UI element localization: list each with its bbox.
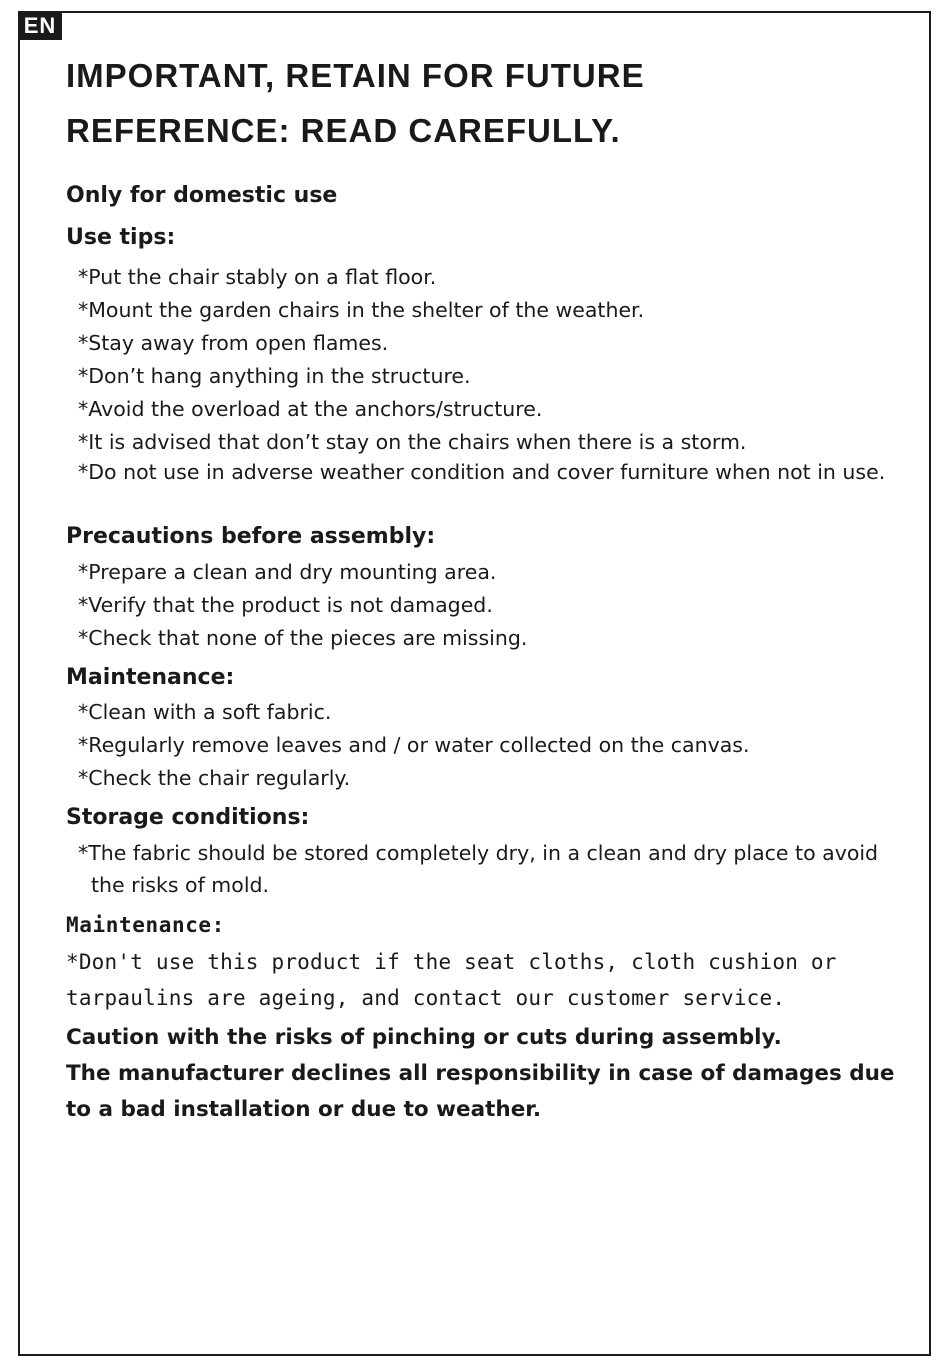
page-title: [66, 48, 645, 158]
list-item: *Avoid the overload at the anchors/structure.: [78, 397, 543, 421]
list-item: *Clean with a soft fabric.: [78, 700, 332, 724]
language-badge: EN: [18, 11, 62, 40]
list-item: *Do not use in adverse weather condition and cover furniture when not in use.: [78, 460, 886, 484]
list-item: *Regularly remove leaves and / or water collected on the canvas.: [78, 733, 750, 757]
maintenance-heading: Maintenance:: [66, 665, 235, 690]
title-line-1: IMPORTANT, RETAIN FOR FUTURE: [66, 57, 645, 94]
use-tips-list: [78, 261, 901, 486]
title-line-2: REFERENCE: READ CAREFULLY.: [66, 112, 621, 149]
list-item: *Check that none of the pieces are missing.: [78, 626, 528, 650]
list-item: *Mount the garden chairs in the shelter of the weather.: [78, 298, 645, 322]
precautions-list: [78, 556, 527, 655]
precautions-heading: Precautions before assembly:: [66, 524, 436, 549]
list-item: *Put the chair stably on a flat floor.: [78, 265, 437, 289]
use-tips-heading: Use tips:: [66, 225, 176, 250]
storage-list: [78, 837, 891, 901]
domestic-use-heading: Only for domestic use: [66, 183, 338, 208]
list-item: *Verify that the product is not damaged.: [78, 593, 493, 617]
list-item: *Check the chair regularly.: [78, 766, 351, 790]
list-item: *The fabric should be stored completely dry, in a clean and dry place to avoid the risks of mold.: [78, 841, 879, 897]
maintenance-note: *Don't use this product if the seat cloths, cloth cushion or tarpaulins are ageing, and contact our customer service.: [66, 950, 837, 1010]
maintenance-list: [78, 696, 750, 795]
list-item: *It is advised that don’t stay on the chairs when there is a storm.: [78, 430, 747, 454]
caution-line-2: The manufacturer declines all responsibility in case of damages due to a bad installation or due to weather.: [66, 1061, 895, 1122]
maintenance-heading-secondary: Maintenance:: [66, 913, 225, 937]
list-item: *Don’t hang anything in the structure.: [78, 364, 471, 388]
list-item: *Prepare a clean and dry mounting area.: [78, 560, 497, 584]
storage-heading: Storage conditions:: [66, 805, 310, 830]
list-item: *Stay away from open flames.: [78, 331, 389, 355]
caution-line-1: Caution with the risks of pinching or cuts during assembly.: [66, 1025, 782, 1050]
caution-notice: [66, 1020, 906, 1128]
